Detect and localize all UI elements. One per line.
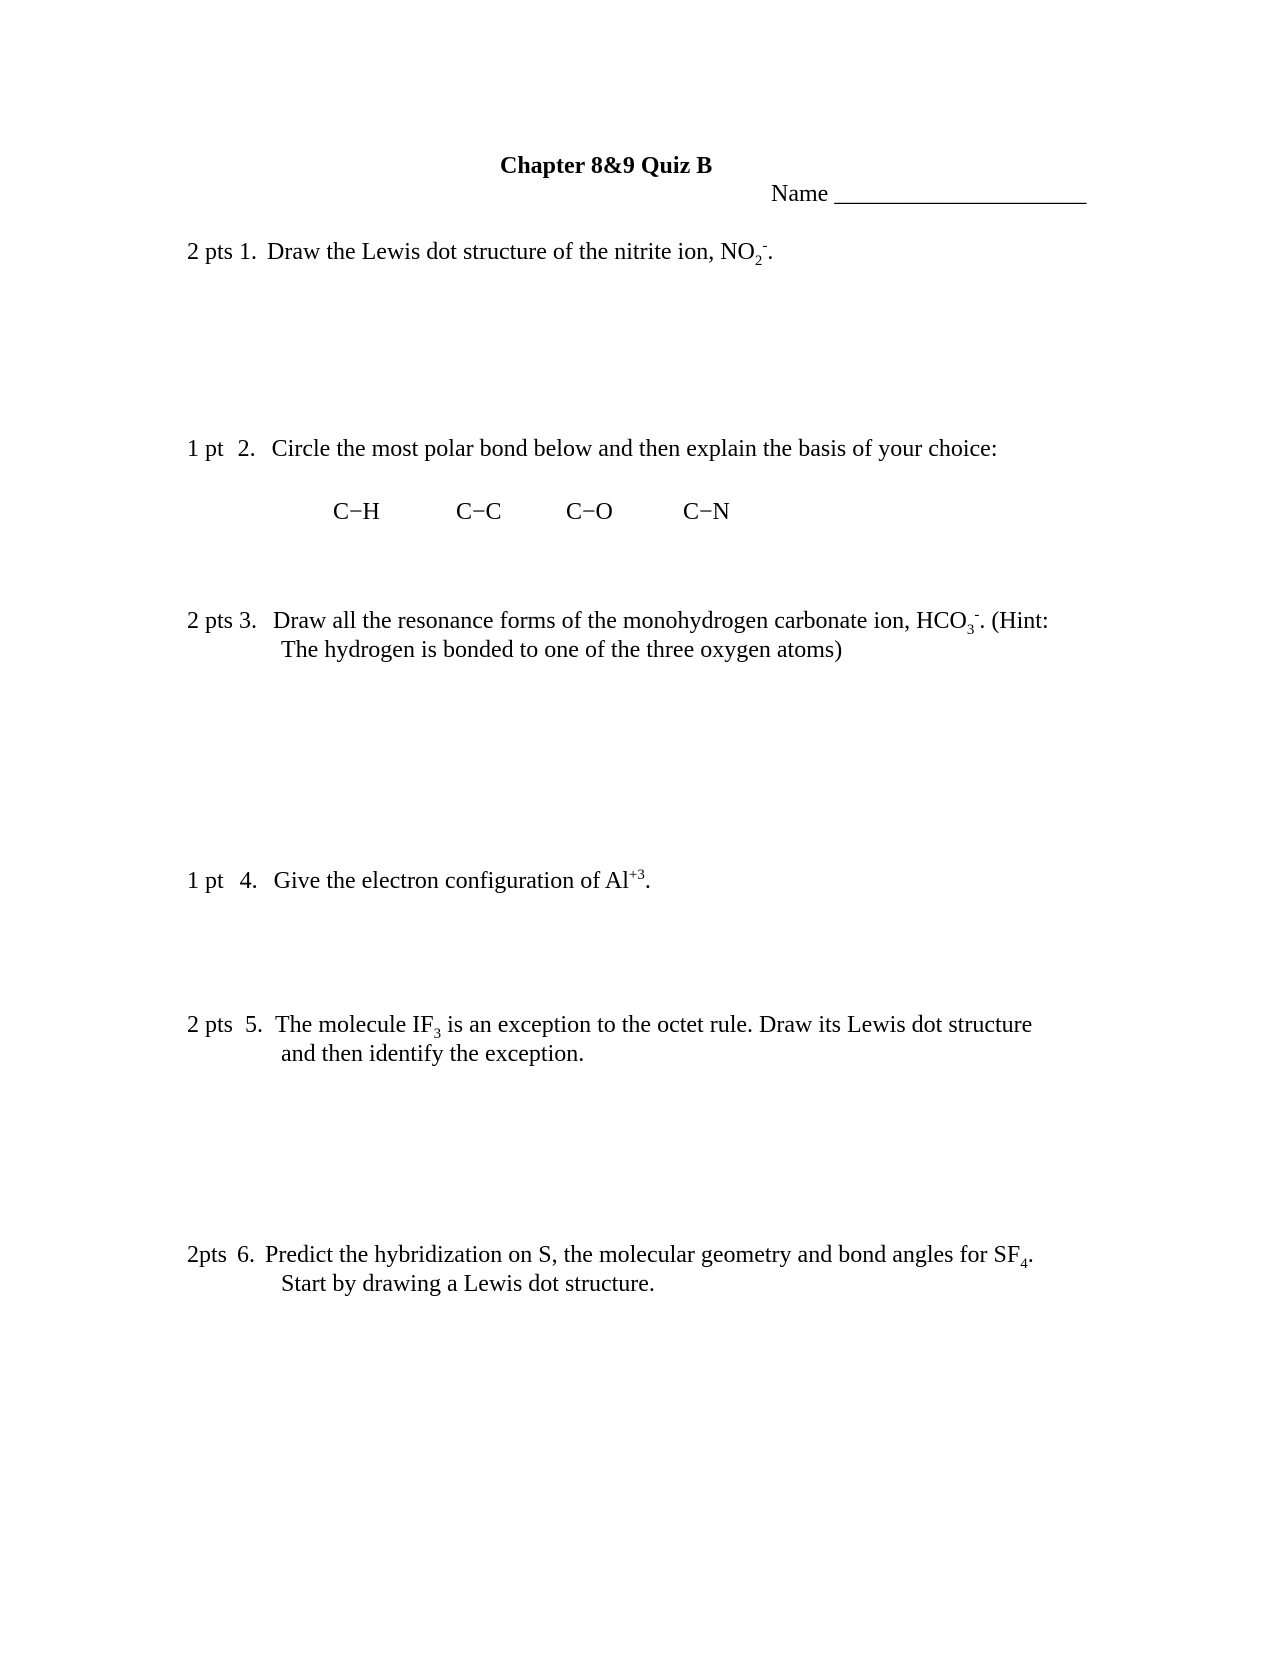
question-5 [187, 1011, 1033, 1042]
bond-option-co[interactable]: C−O [566, 499, 613, 525]
quiz-title: Chapter 8&9 Quiz B [500, 153, 713, 179]
question-5-sub: 3 [433, 1025, 442, 1042]
question-6-text: Predict the hybridization on S, the molecular geometry and bond angles for SF [265, 1242, 1021, 1268]
question-5-number: 5. [245, 1012, 264, 1038]
bond-option-cc[interactable]: C−C [456, 499, 502, 525]
question-1-points: 2 pts [187, 239, 234, 265]
question-1-number: 1. [239, 239, 258, 265]
question-3-sub: 3 [966, 621, 975, 638]
bond-option-ch[interactable]: C−H [333, 499, 380, 525]
name-field[interactable] [771, 180, 1086, 208]
question-1-text-end: . [767, 239, 774, 265]
question-4 [187, 867, 651, 895]
question-6-number: 6. [237, 1242, 256, 1268]
question-6-sub: 4 [1020, 1255, 1028, 1272]
question-1 [187, 238, 774, 269]
question-2-number: 2. [237, 436, 256, 462]
question-4-number: 4. [239, 868, 258, 894]
question-2 [187, 435, 997, 463]
question-3-points: 2 pts [187, 608, 234, 634]
question-4-sup: +3 [628, 867, 645, 883]
question-5-text: The molecule IF [275, 1012, 434, 1038]
question-3-sup: - [974, 607, 980, 623]
question-4-text: Give the electron configuration of Al [273, 868, 629, 894]
question-2-points: 1 pt [187, 436, 224, 462]
question-1-sub: 2 [754, 252, 763, 269]
bond-option-cn[interactable]: C−N [683, 499, 730, 525]
question-5-points: 2 pts [187, 1012, 234, 1038]
name-blank: _____________________ [834, 181, 1087, 207]
question-1-text: Draw the Lewis dot structure of the nitrite ion, NO [267, 239, 755, 265]
question-3-number: 3. [239, 608, 258, 634]
question-3-line-2: The hydrogen is bonded to one of the three oxygen atoms) [281, 637, 843, 663]
question-6-text-end: . [1027, 1242, 1034, 1268]
question-3-text-end: . (Hint: [979, 608, 1049, 634]
question-4-text-end: . [644, 868, 651, 894]
question-6-line-2: Start by drawing a Lewis dot structure. [281, 1271, 655, 1297]
question-3 [187, 607, 1049, 638]
question-2-text: Circle the most polar bond below and then explain the basis of your choice: [271, 436, 998, 462]
question-1-sup: - [762, 238, 768, 254]
question-6 [187, 1241, 1034, 1272]
question-5-line-2: and then identify the exception. [281, 1041, 585, 1067]
name-label: Name [771, 181, 829, 207]
question-5-text-end: is an exception to the octet rule. Draw its Lewis dot structure [441, 1012, 1033, 1038]
question-6-points: 2pts [187, 1242, 228, 1268]
question-4-points: 1 pt [187, 868, 224, 894]
question-3-text: Draw all the resonance forms of the monohydrogen carbonate ion, HCO [273, 608, 967, 634]
